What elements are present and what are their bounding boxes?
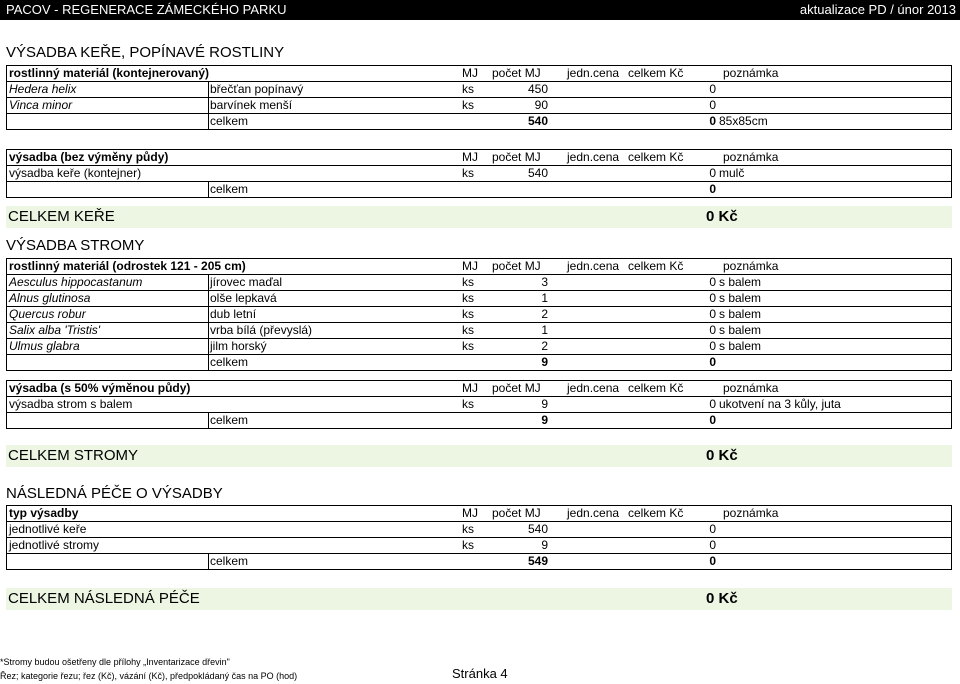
quantity: 9 [541,397,548,411]
unit: ks [462,82,474,96]
sum-quantity: 9 [541,355,548,369]
unit: ks [462,323,474,337]
note: s balem [719,307,762,321]
quantity: 1 [541,323,548,337]
col-material: rostlinný materiál (odrostek 121 - 205 cm) [9,259,246,273]
quantity: 3 [541,275,548,289]
col-unit-price: jedn.cena [567,381,620,395]
total-amount: 0 Kč [706,447,738,464]
sum-label: celkem [210,413,249,427]
table-row [7,538,951,554]
table-header-row [7,506,951,522]
total-trees-bar [6,445,952,467]
col-mj: MJ [462,381,478,395]
total-amount: 0 Kč [706,208,738,225]
total: 0 [709,291,716,305]
sum-label: celkem [210,554,249,568]
col-total: celkem Kč [628,506,684,520]
col-mj: MJ [462,506,478,520]
update-date: aktualizace PD / únor 2013 [799,2,956,17]
note: s balem [719,323,762,337]
table-row [7,98,951,114]
table-shrub-material [6,65,952,130]
unit: ks [462,307,474,321]
czech-name: jírovec maďal [210,275,283,289]
latin-name: Ulmus glabra [9,339,80,353]
unit: ks [462,291,474,305]
col-note: poznámka [723,381,779,395]
quantity: 2 [541,339,548,353]
col-mj: MJ [462,66,478,80]
table-shrub-planting [6,149,952,198]
unit: ks [462,275,474,289]
sum-quantity: 549 [527,554,548,568]
unit: ks [462,397,474,411]
unit: ks [462,538,474,552]
table-row [7,397,951,413]
sum-quantity: 540 [527,114,548,128]
quantity: 90 [534,98,548,112]
page-number: Stránka 4 [452,666,508,681]
table-sum-row [7,182,951,198]
note: s balem [719,291,762,305]
col-type: typ výsadby [9,506,79,520]
unit: ks [462,339,474,353]
latin-name: Salix alba 'Tristis' [9,323,101,337]
note: 85x85cm [719,114,768,128]
czech-name: olše lepkavá [210,291,277,305]
czech-name: jilm horský [210,339,267,353]
unit: ks [462,522,474,536]
sum-label: celkem [210,182,249,196]
col-qty: počet MJ [492,150,541,164]
sum-total: 0 [709,413,716,427]
col-total: celkem Kč [628,150,684,164]
sum-total: 0 [709,114,716,128]
col-mj: MJ [462,150,478,164]
total: 0 [709,82,716,96]
section-title-aftercare: NÁSLEDNÁ PÉČE O VÝSADBY [6,485,223,502]
latin-name: Hedera helix [9,82,77,96]
sum-total: 0 [709,355,716,369]
table-row [7,275,951,291]
col-unit-price: jedn.cena [567,506,620,520]
total-aftercare-bar [6,588,952,610]
table-aftercare [6,505,952,570]
col-total: celkem Kč [628,66,684,80]
col-note: poznámka [723,259,779,273]
table-sum-row [7,413,951,429]
quantity: 9 [541,538,548,552]
table-tree-material [6,258,952,371]
col-note: poznámka [723,506,779,520]
col-note: poznámka [723,66,779,80]
item-name: výsadba strom s balem [9,397,133,411]
col-material: rostlinný materiál (kontejnerovaný) [9,66,210,80]
sum-label: celkem [210,355,249,369]
total: 0 [709,339,716,353]
latin-name: Vinca minor [9,98,73,112]
col-mj: MJ [462,259,478,273]
note: s balem [719,275,762,289]
col-qty: počet MJ [492,381,541,395]
total: 0 [709,323,716,337]
col-planting: výsadba (bez výměny půdy) [9,150,169,164]
total: 0 [709,166,716,180]
note: s balem [719,339,762,353]
table-row [7,323,951,339]
quantity: 450 [527,82,548,96]
total: 0 [709,275,716,289]
table-row [7,339,951,355]
unit: ks [462,166,474,180]
total-shrubs-bar [6,206,952,228]
total: 0 [709,522,716,536]
col-qty: počet MJ [492,66,541,80]
total-label: CELKEM STROMY [8,447,139,464]
table-header-row [7,66,951,82]
total: 0 [709,307,716,321]
col-qty: počet MJ [492,506,541,520]
czech-name: břečťan popínavý [210,82,304,96]
col-total: celkem Kč [628,381,684,395]
total-amount: 0 Kč [706,590,738,607]
table-row [7,166,951,182]
table-tree-planting [6,380,952,429]
total: 0 [709,397,716,411]
table-row [7,82,951,98]
footnote-legend: Řez; kategorie řezu; řez (Kč), vázání (Kč), předpokládaný čas na PO (hod) [0,671,298,681]
czech-name: barvínek menší [210,98,293,112]
col-qty: počet MJ [492,259,541,273]
czech-name: vrba bílá (převyslá) [210,323,313,337]
table-sum-row [7,355,951,371]
total: 0 [709,538,716,552]
table-header-row [7,150,951,166]
note: mulč [719,166,745,180]
table-header-row [7,381,951,397]
table-header-row [7,259,951,275]
col-note: poznámka [723,150,779,164]
quantity: 2 [541,307,548,321]
latin-name: Quercus robur [9,307,86,321]
quantity: 540 [527,522,548,536]
page-header [0,0,960,20]
table-row [7,522,951,538]
sum-total: 0 [709,554,716,568]
item-name: výsadba keře (kontejner) [9,166,142,180]
unit: ks [462,98,474,112]
col-planting: výsadba (s 50% výměnou půdy) [9,381,191,395]
latin-name: Aesculus hippocastanum [9,275,143,289]
total-label: CELKEM NÁSLEDNÁ PÉČE [8,590,200,607]
quantity: 1 [541,291,548,305]
czech-name: dub letní [210,307,257,321]
total: 0 [709,98,716,112]
footnote-trees: *Stromy budou ošetřeny dle přílohy „Inventarizace dřevin" [0,657,230,667]
latin-name: Alnus glutinosa [9,291,91,305]
quantity: 540 [527,166,548,180]
table-row [7,307,951,323]
table-sum-row [7,114,951,130]
col-unit-price: jedn.cena [567,66,620,80]
section-title-shrubs: VÝSADBA KEŘE, POPÍNAVÉ ROSTLINY [6,44,285,61]
table-row [7,291,951,307]
note: ukotvení na 3 kůly, juta [719,397,841,411]
col-total: celkem Kč [628,259,684,273]
total-label: CELKEM KEŘE [8,208,115,225]
col-unit-price: jedn.cena [567,259,620,273]
sum-label: celkem [210,114,249,128]
table-sum-row [7,554,951,570]
project-title: PACOV - REGENERACE ZÁMECKÉHO PARKU [6,2,287,17]
sum-quantity: 9 [541,413,548,427]
item-name: jednotlivé keře [9,522,87,536]
section-title-trees: VÝSADBA STROMY [6,237,145,254]
col-unit-price: jedn.cena [567,150,620,164]
sum-total: 0 [709,182,716,196]
item-name: jednotlivé stromy [9,538,100,552]
